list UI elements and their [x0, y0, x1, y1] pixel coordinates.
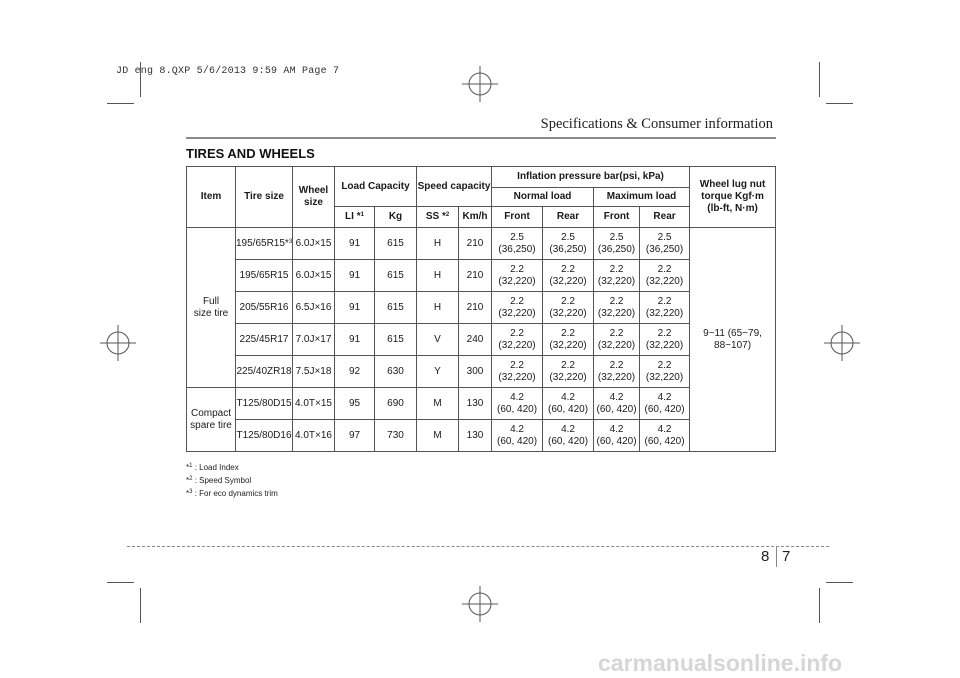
cell-li: 91 [335, 260, 375, 292]
pressure-psi-kpa: (32,220) [549, 307, 587, 319]
pressure-psi-kpa: (60, 420) [644, 435, 685, 447]
pressure-bar: 2.5 [561, 231, 575, 243]
cell-pressure-nr [543, 388, 594, 420]
cell-kmh: 130 [459, 420, 492, 452]
cell-wheel-size: 4.0T×16 [293, 420, 335, 452]
pressure-psi-kpa: (60, 420) [548, 435, 589, 447]
pressure-bar: 2.2 [510, 263, 524, 275]
pressure-bar: 2.2 [657, 327, 672, 339]
page-header-title: Specifications & Consumer information [540, 116, 773, 132]
header-load-capacity: Load Capacity [335, 167, 417, 207]
pressure-psi-kpa: (32,220) [597, 275, 636, 287]
cell-pressure-mr [640, 388, 690, 420]
cell-pressure-nr [543, 292, 594, 324]
cell-kg: 615 [375, 260, 417, 292]
registration-mark-icon [460, 64, 500, 104]
crop-mark [107, 582, 134, 583]
cell-kg: 615 [375, 228, 417, 260]
cell-tire-size [236, 324, 293, 356]
footer-rule [127, 546, 829, 547]
header-speed-capacity: Speed capacity [417, 167, 492, 207]
pressure-psi-kpa: (32,220) [645, 307, 684, 319]
cell-kg: 690 [375, 388, 417, 420]
tire-size-text: 225/45R17 [239, 333, 289, 345]
crop-mark [819, 62, 820, 97]
table-row [187, 228, 776, 260]
table-row [187, 292, 776, 324]
pressure-psi-kpa: (32,220) [597, 339, 636, 351]
tire-size-text: T125/80D15 [236, 397, 292, 409]
cell-ss: H [417, 260, 459, 292]
cell-ss: H [417, 228, 459, 260]
registration-mark-icon [98, 323, 138, 363]
cell-pressure-mf [594, 388, 640, 420]
pressure-bar: 2.5 [510, 231, 524, 243]
pressure-psi-kpa: (60, 420) [548, 403, 589, 415]
pressure-psi-kpa: (60, 420) [644, 403, 685, 415]
cell-kg: 630 [375, 356, 417, 388]
pressure-bar: 4.2 [657, 391, 672, 403]
crop-mark [826, 582, 853, 583]
cell-kg: 730 [375, 420, 417, 452]
crop-mark [826, 103, 853, 104]
pressure-psi-kpa: (32,220) [498, 339, 536, 351]
pressure-bar: 2.2 [657, 359, 672, 371]
cell-tire-size [236, 356, 293, 388]
tire-size-text: 225/40ZR18 [236, 365, 292, 377]
section-title: TIRES AND WHEELS [186, 146, 315, 161]
pressure-psi-kpa: (60, 420) [497, 403, 538, 415]
header-li: LI *$^1$ [335, 207, 375, 228]
cell-kmh: 300 [459, 356, 492, 388]
pressure-psi-kpa: (60, 420) [596, 403, 637, 415]
pressure-bar: 2.2 [510, 295, 524, 307]
header-wheel-size: Wheel size [293, 167, 335, 228]
crop-mark [107, 103, 134, 104]
pressure-bar: 4.2 [510, 391, 524, 403]
cell-tire-size [236, 228, 293, 260]
pressure-bar: 2.5 [657, 231, 672, 243]
pressure-bar: 4.2 [561, 391, 575, 403]
header-normal-load: Normal load [492, 188, 594, 207]
pressure-psi-kpa: (60, 420) [497, 435, 538, 447]
registration-mark-icon [822, 323, 862, 363]
cell-kg: 615 [375, 324, 417, 356]
table-row [187, 388, 776, 420]
header-kg: Kg [375, 207, 417, 228]
cell-tire-size [236, 388, 293, 420]
pressure-psi-kpa: (32,220) [549, 275, 587, 287]
cell-kmh: 210 [459, 228, 492, 260]
pressure-psi-kpa: (32,220) [645, 339, 684, 351]
cell-li: 92 [335, 356, 375, 388]
cell-pressure-mf [594, 260, 640, 292]
pressure-psi-kpa: (32,220) [498, 275, 536, 287]
header-maximum-load: Maximum load [594, 188, 690, 207]
cell-pressure-nr [543, 420, 594, 452]
pressure-psi-kpa: (60, 420) [596, 435, 637, 447]
pressure-bar: 2.2 [609, 359, 624, 371]
pressure-bar: 4.2 [561, 423, 575, 435]
cell-wheel-size: 4.0T×15 [293, 388, 335, 420]
pressure-bar: 2.2 [561, 263, 575, 275]
cell-pressure-mr [640, 324, 690, 356]
tire-spec-table [186, 166, 776, 452]
header-tire-size: Tire size [236, 167, 293, 228]
cell-li: 97 [335, 420, 375, 452]
cell-pressure-mf [594, 292, 640, 324]
cell-pressure-mr [640, 356, 690, 388]
cell-tire-size [236, 420, 293, 452]
cell-kmh: 210 [459, 292, 492, 324]
cell-pressure-mr [640, 228, 690, 260]
tire-size-footnote: 3 [288, 238, 293, 245]
table-row [187, 324, 776, 356]
cell-wheel-size: 6.0J×15 [293, 260, 335, 292]
cell-wheel-size: 6.5J×16 [293, 292, 335, 324]
cell-pressure-nr [543, 228, 594, 260]
cell-kmh: 210 [459, 260, 492, 292]
pressure-bar: 4.2 [609, 391, 624, 403]
pressure-bar: 2.2 [609, 327, 624, 339]
cell-pressure-nr [543, 356, 594, 388]
pressure-bar: 2.2 [510, 359, 524, 371]
footnote: *$^1$ : Load Index [186, 463, 239, 472]
pressure-bar: 2.2 [561, 359, 575, 371]
pressure-bar: 2.2 [657, 295, 672, 307]
cell-pressure-nf [492, 356, 543, 388]
pressure-psi-kpa: (32,220) [645, 371, 684, 383]
group-compact-spare: Compact spare tire [187, 388, 236, 452]
pressure-bar: 4.2 [657, 423, 672, 435]
cell-ss: V [417, 324, 459, 356]
tire-size-text: 205/55R16 [239, 301, 289, 313]
cell-pressure-nf [492, 260, 543, 292]
cell-wheel-size: 7.0J×17 [293, 324, 335, 356]
cell-pressure-mf [594, 324, 640, 356]
header-rule [186, 137, 776, 139]
print-slug: JD eng 8.QXP 5/6/2013 9:59 AM Page 7 [116, 66, 340, 77]
pressure-psi-kpa: (36,250) [498, 243, 536, 255]
header-ss: SS *$^2$ [417, 207, 459, 228]
cell-kg: 615 [375, 292, 417, 324]
chapter-number: 8 [761, 548, 770, 565]
cell-tire-size [236, 260, 293, 292]
pressure-psi-kpa: (32,220) [498, 371, 536, 383]
cell-pressure-nf [492, 292, 543, 324]
cell-tire-size [236, 292, 293, 324]
pressure-bar: 2.2 [561, 327, 575, 339]
pressure-psi-kpa: (36,250) [597, 243, 636, 255]
pressure-psi-kpa: (32,220) [549, 339, 587, 351]
header-normal-front: Front [492, 207, 543, 228]
cell-wheel-size: 6.0J×15 [293, 228, 335, 260]
cell-li: 91 [335, 324, 375, 356]
header-lug-nut-torque: Wheel lug nut torque Kgf·m (lb-ft, N·m) [690, 167, 776, 228]
cell-kmh: 130 [459, 388, 492, 420]
cell-ss: Y [417, 356, 459, 388]
cell-kmh: 240 [459, 324, 492, 356]
footnote: *$^3$ : For eco dynamics trim [186, 489, 278, 498]
cell-pressure-nr [543, 260, 594, 292]
pressure-psi-kpa: (32,220) [645, 275, 684, 287]
tire-size-text: T125/80D16 [236, 429, 292, 441]
page-number-divider [776, 546, 777, 567]
cell-pressure-nf [492, 420, 543, 452]
pressure-bar: 2.2 [561, 295, 575, 307]
tire-size-text: 195/65R15 [239, 269, 289, 281]
group-full-size: Full size tire [187, 228, 236, 388]
cell-pressure-mf [594, 356, 640, 388]
cell-li: 91 [335, 228, 375, 260]
pressure-bar: 2.2 [657, 263, 672, 275]
pressure-psi-kpa: (36,250) [645, 243, 684, 255]
registration-mark-icon [460, 584, 500, 624]
cell-pressure-nf [492, 388, 543, 420]
header-normal-rear: Rear [543, 207, 594, 228]
crop-mark [140, 588, 141, 623]
pressure-psi-kpa: (32,220) [597, 307, 636, 319]
header-item: Item [187, 167, 236, 228]
pressure-psi-kpa: (36,250) [549, 243, 587, 255]
tire-size-text: 195/65R15* [236, 237, 289, 249]
cell-lug-nut-torque: 9~11 (65~79, 88~107) [690, 228, 776, 452]
header-inflation-pressure: Inflation pressure bar(psi, kPa) [492, 167, 690, 188]
watermark: carmanualsonline.info [598, 650, 843, 676]
cell-ss: M [417, 388, 459, 420]
pressure-bar: 2.2 [609, 295, 624, 307]
cell-pressure-nf [492, 324, 543, 356]
table-row [187, 260, 776, 292]
footnote: *$^2$ : Speed Symbol [186, 476, 252, 485]
table-row [187, 420, 776, 452]
pressure-bar: 4.2 [609, 423, 624, 435]
cell-li: 91 [335, 292, 375, 324]
cell-pressure-nf [492, 228, 543, 260]
cell-pressure-mf [594, 228, 640, 260]
pressure-psi-kpa: (32,220) [549, 371, 587, 383]
footnotes [186, 461, 278, 500]
header-kmh: Km/h [459, 207, 492, 228]
cell-pressure-mf [594, 420, 640, 452]
cell-ss: H [417, 292, 459, 324]
cell-pressure-nr [543, 324, 594, 356]
table-row [187, 356, 776, 388]
header-maximum-front: Front [594, 207, 640, 228]
pressure-psi-kpa: (32,220) [597, 371, 636, 383]
cell-pressure-mr [640, 292, 690, 324]
header-maximum-rear: Rear [640, 207, 690, 228]
cell-pressure-mr [640, 260, 690, 292]
cell-pressure-mr [640, 420, 690, 452]
cell-li: 95 [335, 388, 375, 420]
pressure-bar: 4.2 [510, 423, 524, 435]
pressure-bar: 2.5 [609, 231, 624, 243]
page-number: 7 [782, 548, 791, 565]
cell-ss: M [417, 420, 459, 452]
cell-wheel-size: 7.5J×18 [293, 356, 335, 388]
pressure-psi-kpa: (32,220) [498, 307, 536, 319]
pressure-bar: 2.2 [510, 327, 524, 339]
crop-mark [819, 588, 820, 623]
pressure-bar: 2.2 [609, 263, 624, 275]
